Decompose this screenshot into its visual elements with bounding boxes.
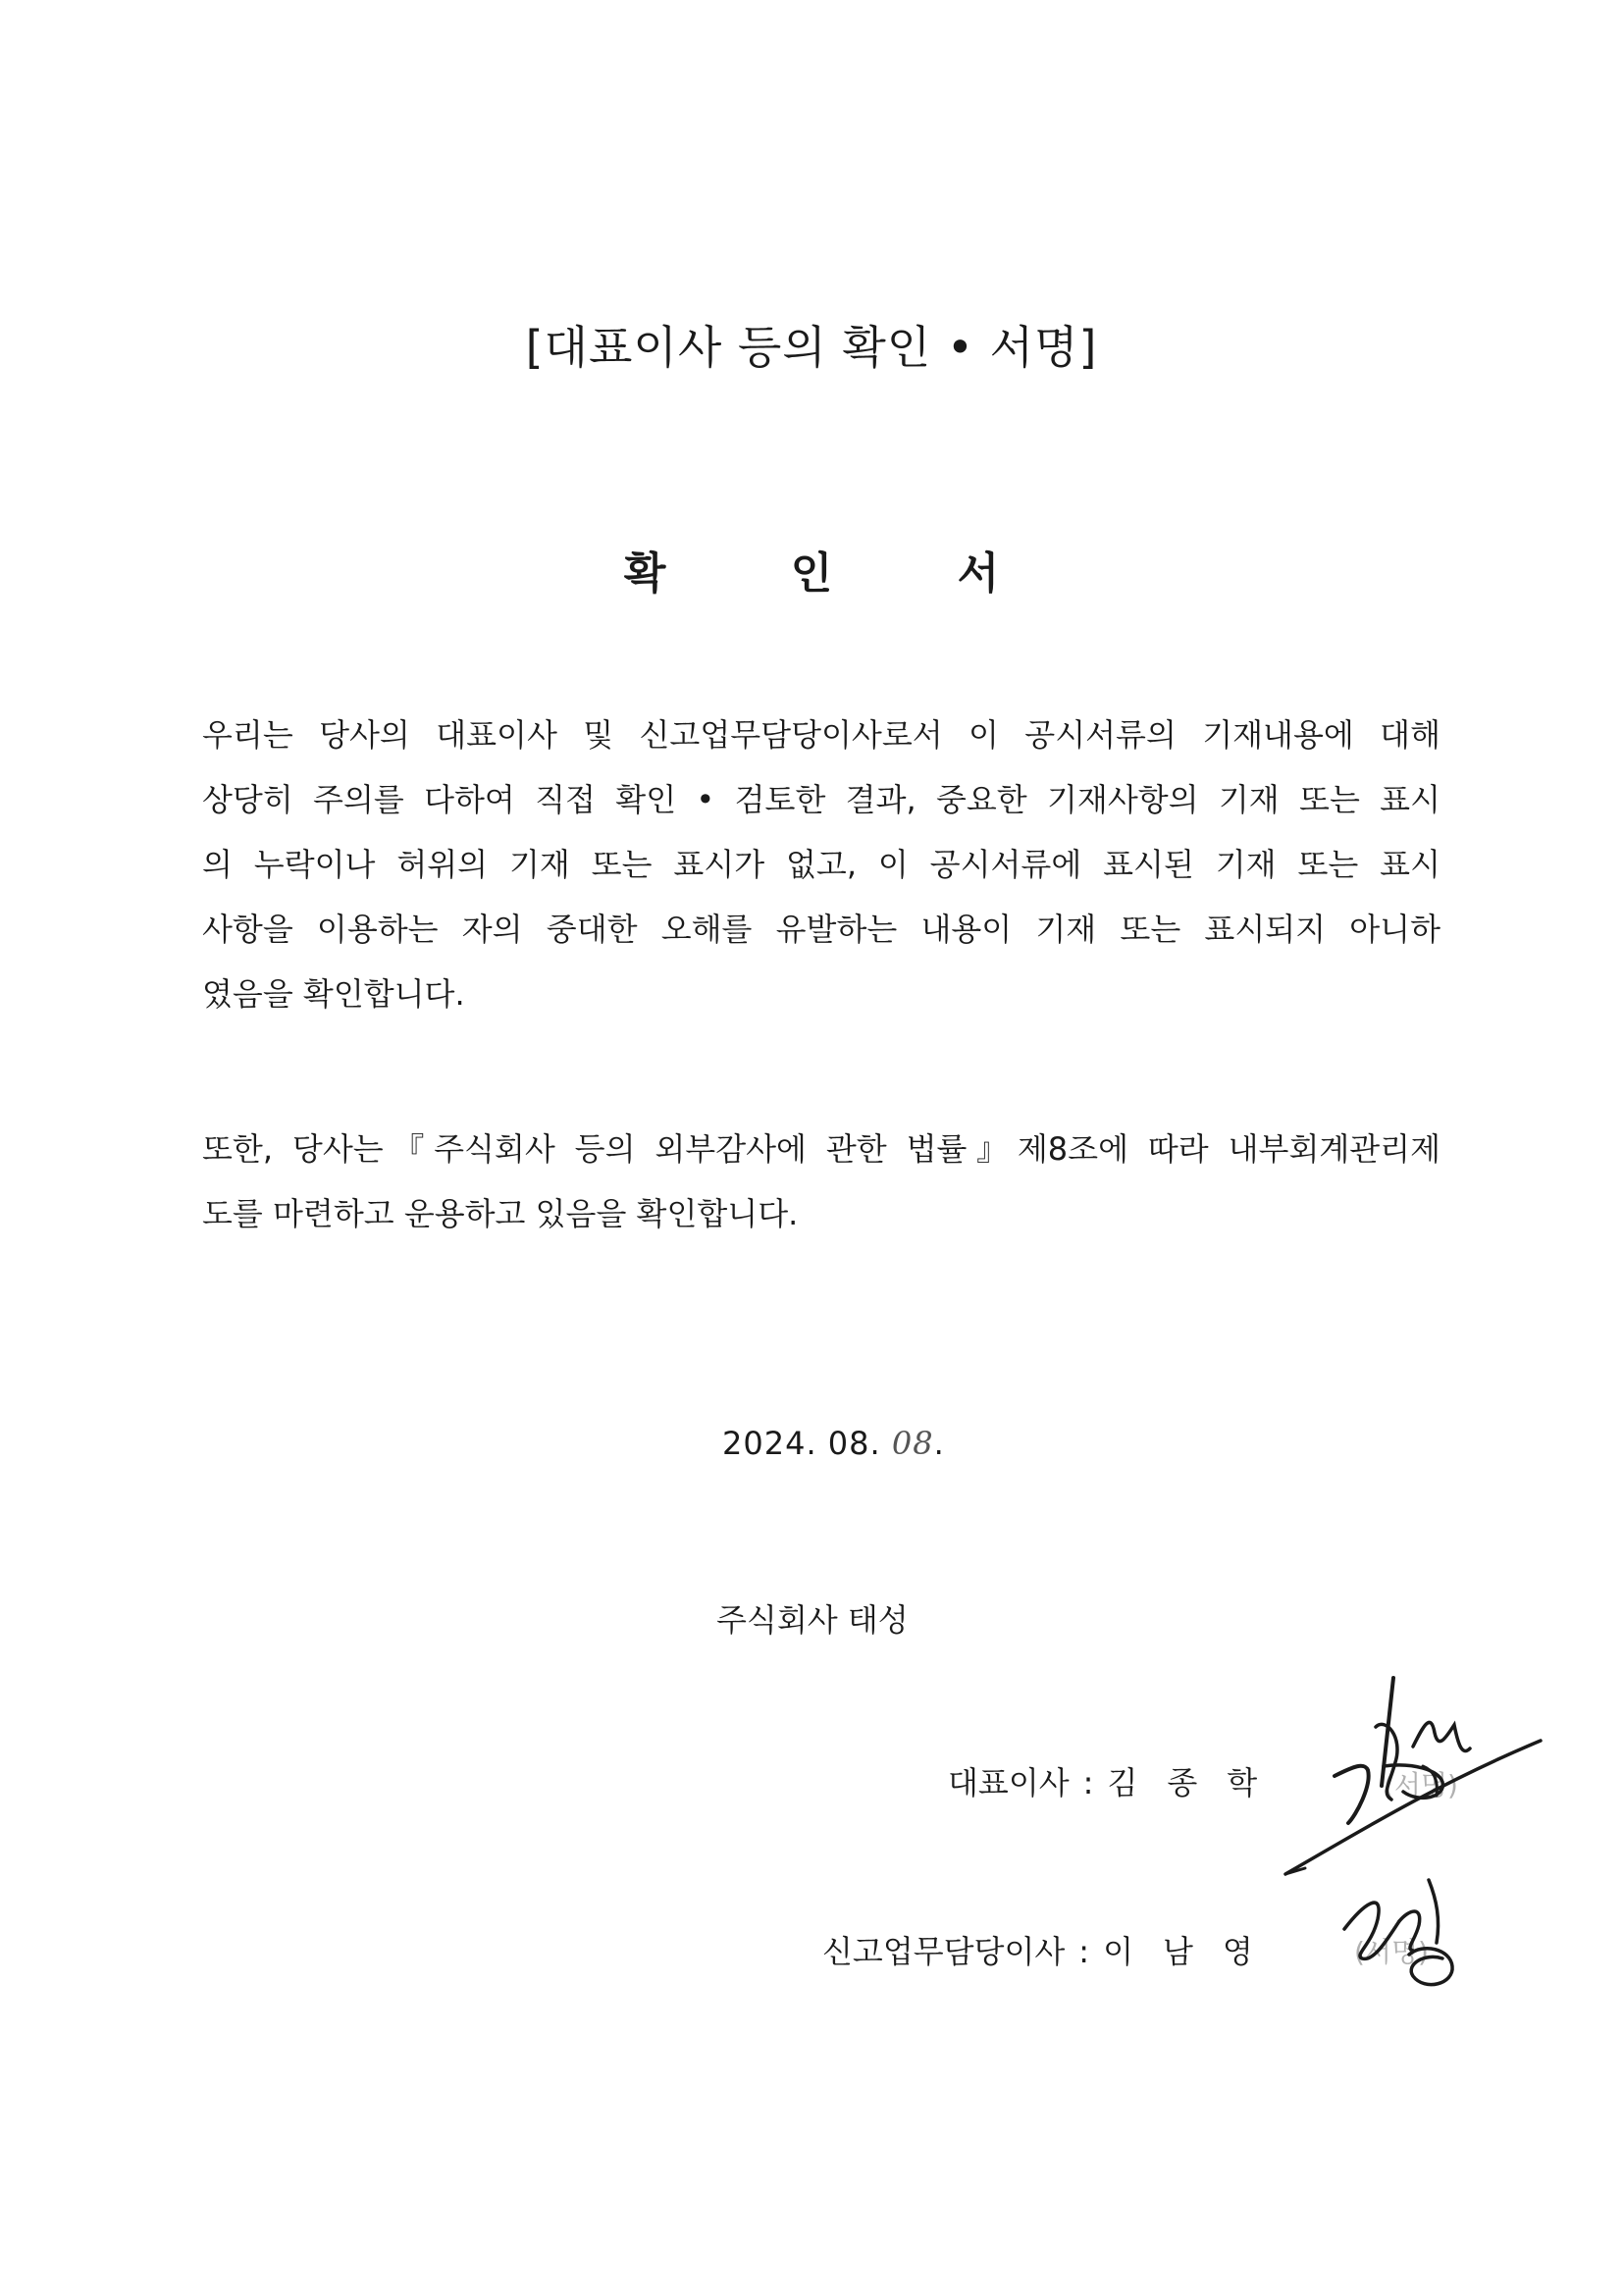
role-colon: : (1082, 1764, 1094, 1801)
paragraph-line: 도를 마련하고 운용하고 있음을 확인합니다. (202, 1195, 799, 1232)
signatory-role: 대표이사 (948, 1764, 1070, 1801)
signature-placeholder: (서명) (1354, 1936, 1429, 1968)
document-heading: [대표이사 등의 확인 • 서명] (525, 321, 1098, 374)
role-colon: : (1078, 1933, 1090, 1970)
paragraph-line: 상당히 주의를 다하여 직접 확인 • 검토한 결과, 중요한 기재사항의 기재 또는 표시 (202, 781, 1440, 818)
paragraph-line: 사항을 이용하는 자의 중대한 오해를 유발하는 내용이 기재 또는 표시되지 아니하 (202, 911, 1440, 948)
subtitle-char: 확 (623, 548, 666, 599)
date-handwritten-day: 08 (891, 1425, 934, 1462)
date-printed: 2024. 08. (722, 1425, 892, 1462)
officer-handwritten-signature (1315, 1860, 1492, 1998)
document-date (722, 1425, 945, 1462)
paragraph-line: 우리는 당사의 대표이사 및 신고업무담당이사로서 이 공시서류의 기재내용에 대해 (202, 716, 1440, 754)
company-name: 주식회사 태성 (716, 1601, 909, 1639)
subtitle-char: 서 (957, 548, 1000, 599)
signatory-role: 신고업무담당이사 (822, 1933, 1066, 1970)
paragraph-line: 또한, 당사는『주식회사 등의 외부감사에 관한 법률』제8조에 따라 내부회계관리제 (202, 1130, 1440, 1168)
confirmation-paragraph (202, 703, 1440, 1026)
signatory-name: 이남영 (1103, 1933, 1283, 1970)
internal-control-paragraph (202, 1117, 1440, 1246)
document-subtitle (0, 538, 1623, 600)
signature-placeholder: (서명) (1384, 1769, 1458, 1801)
ceo-signature-row (948, 1758, 1286, 1803)
disclosure-officer-signature-row (822, 1927, 1283, 1972)
paragraph-line: 의 누락이나 허위의 기재 또는 표시가 없고, 이 공시서류에 표시된 기재 또는 표시 (202, 846, 1440, 883)
date-suffix: . (933, 1425, 945, 1462)
paragraph-line: 였음을 확인합니다. (202, 975, 465, 1013)
signatory-name: 김종학 (1107, 1764, 1287, 1801)
subtitle-char: 인 (790, 548, 833, 599)
